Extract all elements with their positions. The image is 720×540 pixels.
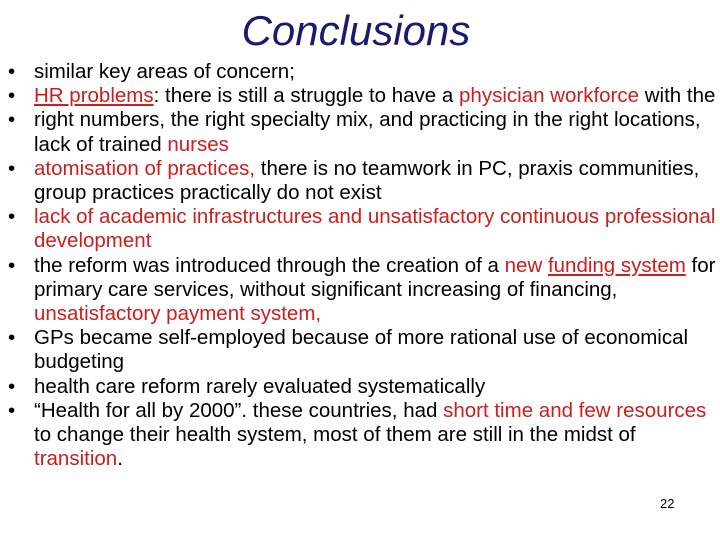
bullet-text: transition xyxy=(34,447,118,471)
bullet-text: lack of academic infrastructures and xyxy=(34,205,368,229)
conclusion-bullet xyxy=(4,60,716,84)
bullet-text: similar key areas of concern; xyxy=(34,60,295,83)
bullet-text: physician workforce xyxy=(459,84,640,108)
conclusion-bullet xyxy=(4,375,716,399)
bullet-text: HR problems xyxy=(34,84,154,108)
bullet-text: with the xyxy=(639,84,716,108)
conclusions-list xyxy=(4,60,716,471)
conclusion-bullet xyxy=(4,84,716,108)
bullet-text: funding system xyxy=(547,253,686,277)
bullet-text: nurses xyxy=(167,132,229,156)
conclusion-bullet xyxy=(4,157,716,205)
bullet-text: the reform was introduced through the creation of a xyxy=(34,253,505,277)
bullet-text: “Health for all by 2000”. these countries, had xyxy=(34,398,444,422)
bullet-text: short time and few resources xyxy=(443,398,707,422)
bullet-text: right numbers, the right specialty mix, and practicing in the right locations, lack of trained xyxy=(34,108,701,156)
bullet-text: : there is still a struggle to have a xyxy=(153,84,460,108)
bullet-text: . xyxy=(117,447,123,471)
conclusion-bullet xyxy=(4,205,716,253)
conclusion-bullet xyxy=(4,326,716,374)
bullet-text: new xyxy=(504,253,548,277)
slide-number: 22 xyxy=(660,496,675,511)
conclusion-bullet xyxy=(4,108,716,156)
conclusion-bullet xyxy=(4,254,716,327)
bullet-text: atomisation of practices, xyxy=(34,156,256,180)
bullet-text: GPs became self-employed because of more rational use of economical budgeting xyxy=(34,326,689,374)
bullet-text: to change their health system, most of them are still in the midst of xyxy=(34,423,636,447)
bullet-text: unsatisfactory payment system, xyxy=(34,302,322,326)
bullet-text: for primary care services, without significant increasing of financing, xyxy=(34,253,716,301)
conclusion-bullet xyxy=(4,399,716,472)
bullet-text: there is no teamwork in PC, praxis communities, group practices practically do not exist xyxy=(34,156,700,205)
bullet-text: unsatisfactory continuous professional development xyxy=(34,205,716,253)
slide-title: Conclusions xyxy=(241,7,471,54)
bullet-text: health care reform rarely evaluated systematically xyxy=(34,374,486,398)
